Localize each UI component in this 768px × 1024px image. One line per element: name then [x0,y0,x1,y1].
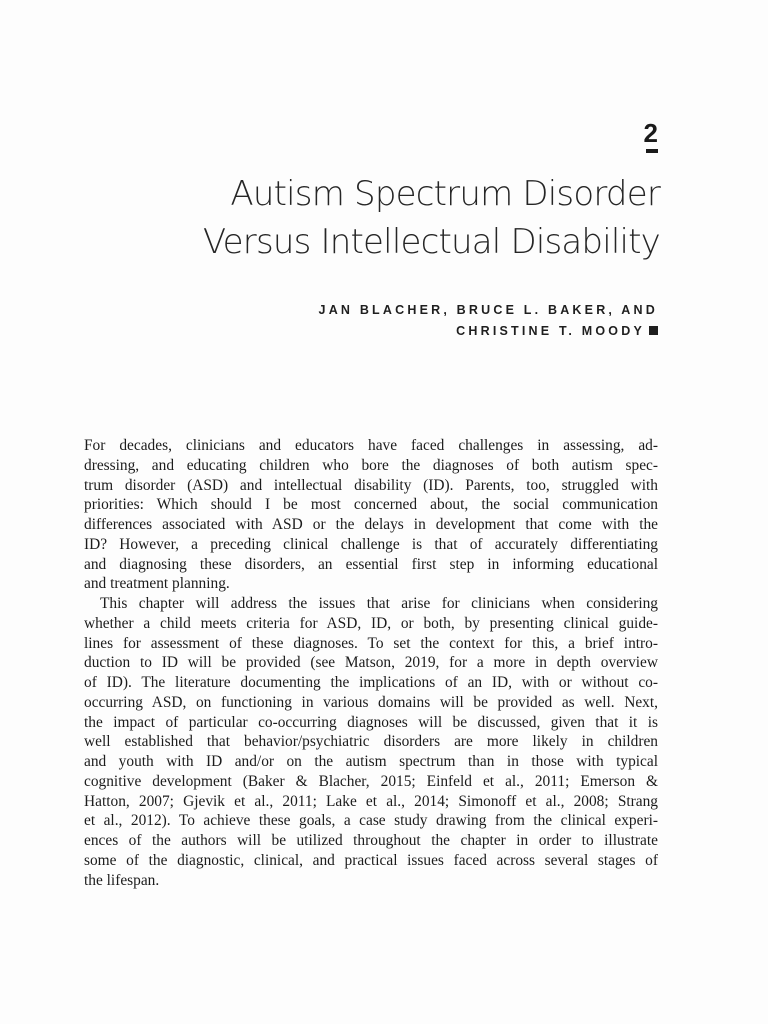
text-line: the impact of particular co-occurring diagnoses will be discussed, given that it is [84,713,658,731]
text-line: the lifespan. [84,871,160,889]
chapter-number-rule [646,149,658,153]
text-line: ID? However, a preceding clinical challenge is that of accurately differentiating [84,535,658,553]
text-line: of ID). The literature documenting the implications of an ID, with or without co- [84,674,658,691]
body-text [84,436,658,890]
text-line: priorities: Which should I be most concerned about, the social communication [84,496,658,514]
text-line: duction to ID will be provided (see Matson, 2019, for a more in depth overview [84,654,658,672]
text-line: some of the diagnostic, clinical, and practical issues faced across several stages of [84,851,658,869]
chapter-title-line: Versus Intellectual Disability [202,222,660,262]
text-line: cognitive development (Baker & Blacher, 2015; Einfeld et al., 2011; Emerson & [84,772,658,790]
text-line: For decades, clinicians and educators have faced challenges in assessing, ad- [84,437,658,454]
text-line: Hatton, 2007; Gjevik et al., 2011; Lake et al., 2014; Simonoff et al., 2008; Strang [84,792,658,810]
text-line: trum disorder (ASD) and intellectual disability (ID). Parents, too, struggled with [84,476,658,494]
text-line: et al., 2012). To achieve these goals, a case study drawing from the clinical experi- [84,812,658,830]
chapter-number: 2 [643,118,658,148]
chapter-title-line: Autism Spectrum Disorder [230,174,660,214]
author-byline [138,300,658,342]
text-line: ences of the authors will be utilized throughout the chapter in order to illustrate [84,832,658,849]
chapter-title [100,170,660,266]
author-line: JAN BLACHER, BRUCE L. BAKER, AND [318,303,658,317]
text-line: and diagnosing these disorders, an essential first step in informing educational [84,555,658,573]
author-line-text: CHRISTINE T. MOODY [456,324,645,338]
text-line: This chapter will address the issues that arise for clinicians when considering [100,595,658,612]
text-line: dressing, and educating children who bore the diagnoses of both autism spec- [84,456,658,474]
paragraph-2 [84,594,658,890]
text-line: lines for assessment of these diagnoses. To set the context for this, a brief intro- [84,634,658,652]
text-line: whether a child meets criteria for ASD, ID, or both, by presenting clinical guide- [84,614,658,632]
text-line: well established that behavior/psychiatric disorders are more likely in children [84,733,658,751]
text-line: and youth with ID and/or on the autism spectrum than in those with typical [84,753,658,770]
text-line: differences associated with ASD or the delays in development that come with the [84,516,658,533]
text-line: and treatment planning. [84,575,230,593]
author-line-with-marker [138,321,658,342]
square-marker-icon [649,326,658,335]
paragraph-1 [84,436,658,594]
text-line: occurring ASD, on functioning in various domains will be provided as well. Next, [84,693,658,711]
